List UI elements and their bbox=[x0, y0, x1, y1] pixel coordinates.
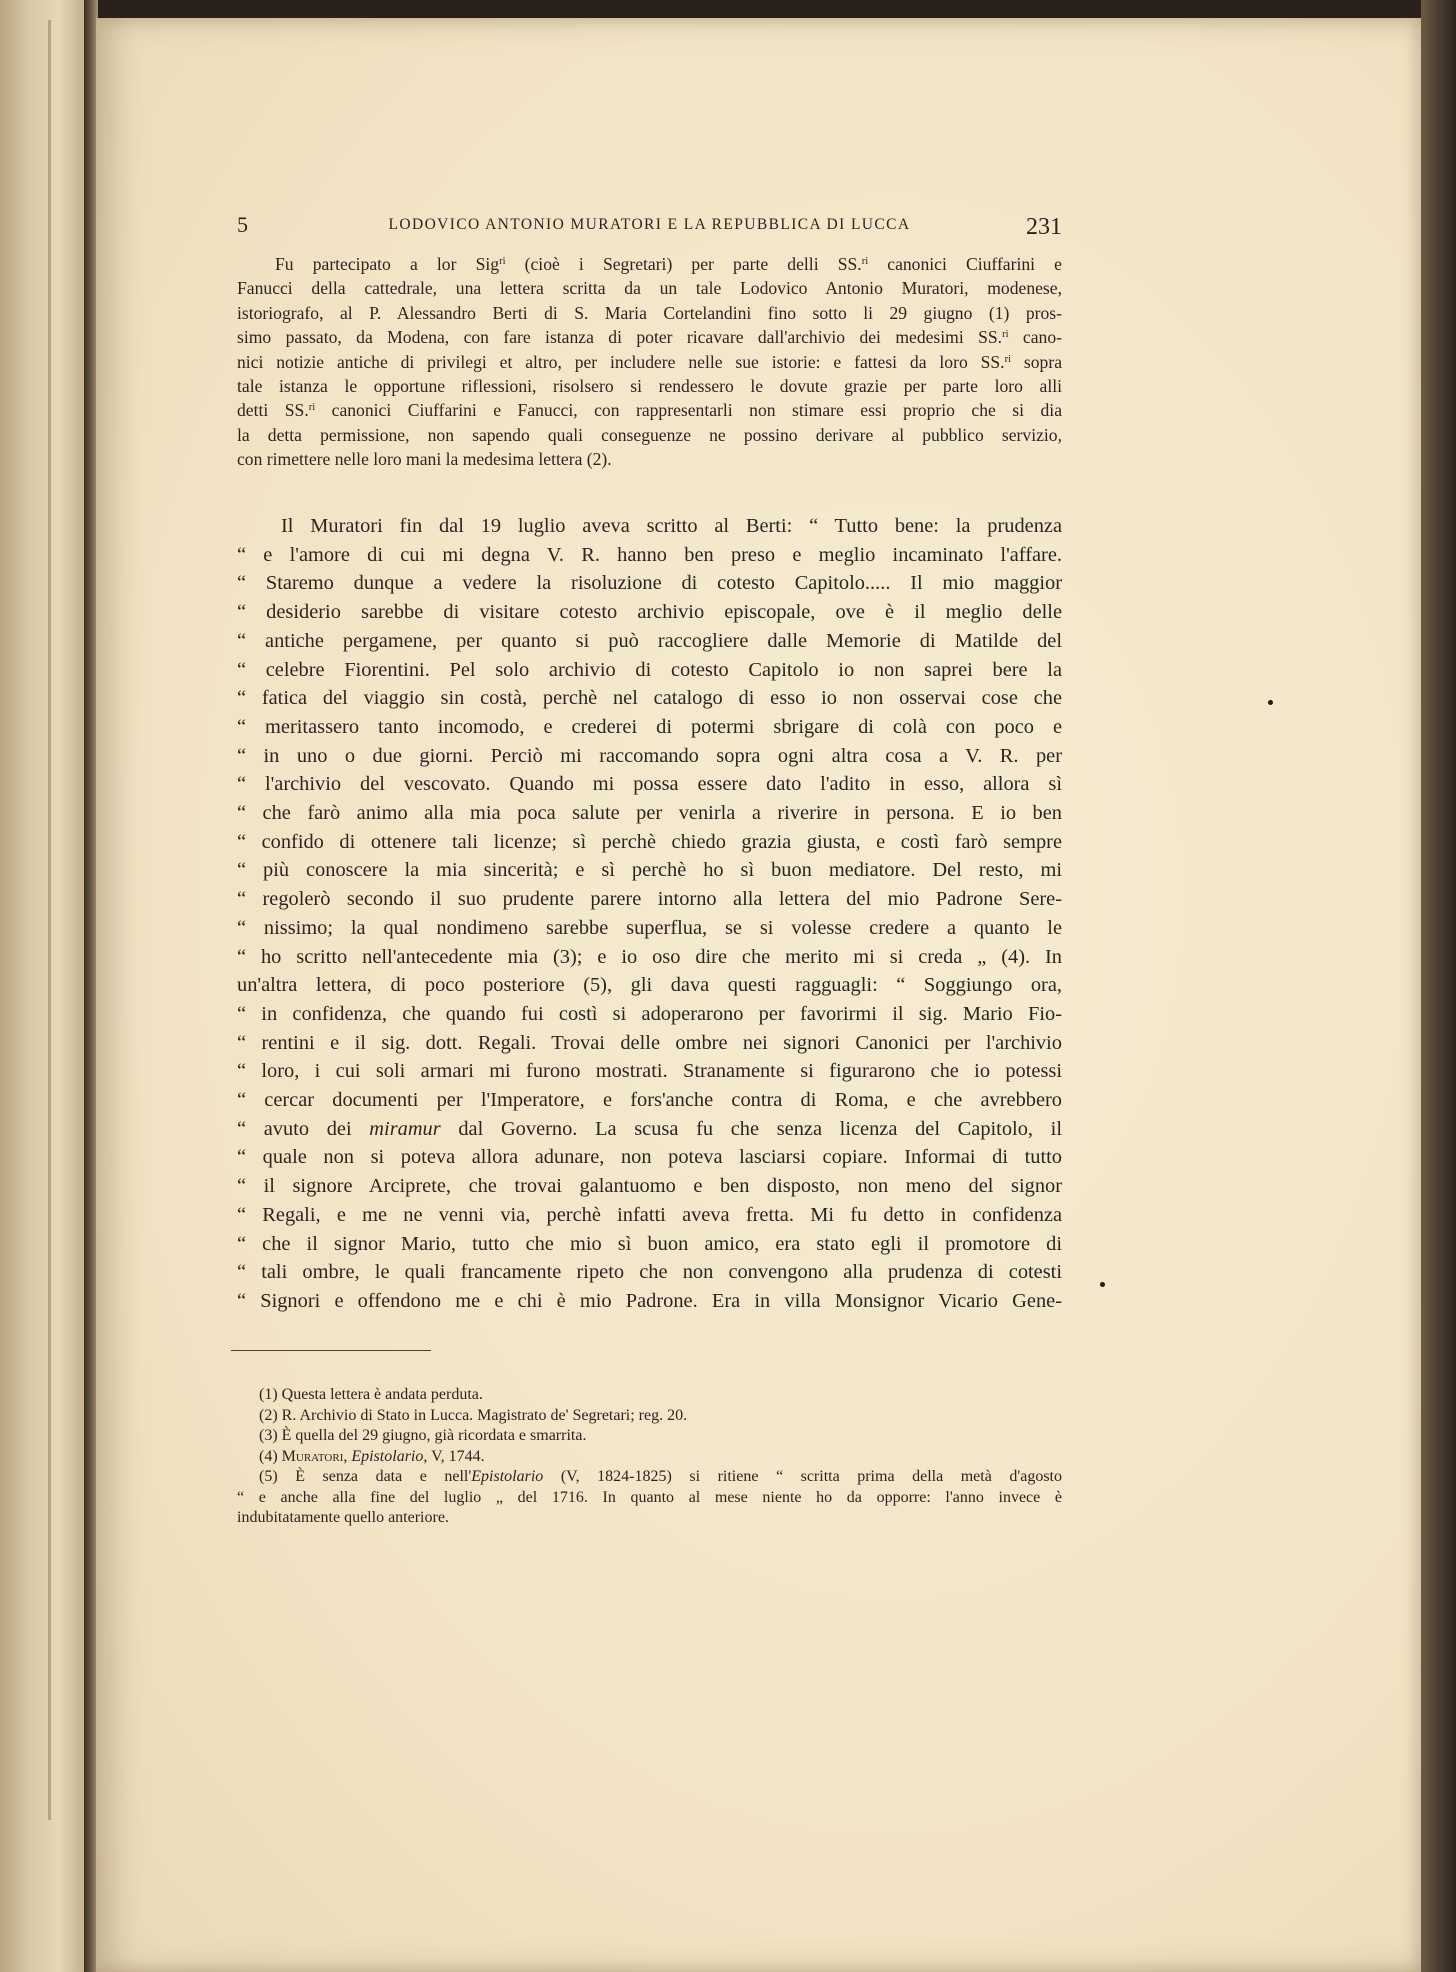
text-line: “ loro, i cui soli armari mi furono mostrati. Stranamente si figurarono che io potessi bbox=[237, 1060, 1062, 1083]
text-line: “ che farò animo alla mia poca salute per venirla a riverire in persona. E io ben bbox=[237, 802, 1062, 825]
footnote-5-end: indubitatamente quello anteriore. bbox=[237, 1509, 449, 1526]
text-line: istoriografo, al P. Alessandro Berti di S. Maria Cortelandini fino sotto li 29 giugno (1) pros- bbox=[237, 302, 1062, 323]
text-line: la detta permissione, non sapendo quali conseguenze ne possino derivare al pubblico servizio, bbox=[237, 424, 1062, 445]
text-line: “ fatica del viaggio sin costà, perchè nel catalogo di esso io non osservai cose che bbox=[237, 687, 1062, 710]
text-line: “ Regali, e me ne venni via, perchè infatti aveva fretta. Mi fu detto in confidenza bbox=[237, 1203, 1062, 1226]
footnote-5-continued: “ e anche alla fine del luglio „ del 1716. In quanto al mese niente ho da opporre: l'anno invece è bbox=[237, 1488, 1062, 1506]
text-line: un'altra lettera, di poco posteriore (5), gli dava questi ragguagli: “ Soggiungo ora, bbox=[237, 974, 1062, 997]
text-line: “ rentini e il sig. dott. Regali. Trovai delle ombre nei signori Canonici per l'archivio bbox=[237, 1031, 1062, 1054]
text-line: “ desiderio sarebbe di visitare cotesto archivio episcopale, ove è il meglio delle bbox=[237, 601, 1062, 624]
footnote-1: (1) Questa lettera è andata perduta. bbox=[259, 1386, 483, 1403]
text-line: “ avuto dei miramur dal Governo. La scusa fu che senza licenza del Capitolo, il bbox=[237, 1117, 1062, 1140]
ink-speck bbox=[1268, 700, 1273, 705]
text-line: Il Muratori fin dal 19 luglio aveva scritto al Berti: “ Tutto bene: la prudenza bbox=[281, 515, 1062, 537]
text-line: “ Signori e offendono me e chi è mio Padrone. Era in villa Monsignor Vicario Gene- bbox=[237, 1289, 1062, 1312]
text-line: “ tali ombre, le quali francamente ripeto che non convengono alla prudenza di cotesti bbox=[237, 1261, 1062, 1284]
text-line: “ ho scritto nell'antecedente mia (3); e io oso dire che merito mi si creda „ (4). In bbox=[237, 945, 1062, 968]
footnote-4: (4) Muratori, Epistolario, V, 1744. bbox=[259, 1447, 485, 1465]
page-number: 231 bbox=[1026, 214, 1062, 240]
text-line: “ cercar documenti per l'Imperatore, e fors'anche contra di Roma, e che avrebbero bbox=[237, 1089, 1062, 1112]
previous-page-edge bbox=[0, 0, 84, 1972]
previous-page-fold bbox=[48, 20, 51, 1820]
footnotes bbox=[237, 1385, 1062, 1529]
paragraph-muratori-letters bbox=[237, 512, 1062, 1316]
text-line: “ nissimo; la qual nondimeno sarebbe superflua, se si volesse credere a quanto le bbox=[237, 916, 1062, 939]
running-title: LODOVICO ANTONIO MURATORI E LA REPUBBLICA DI LUCCA bbox=[388, 216, 911, 233]
text-line: Fanucci della cattedrale, una lettera scritta da un tale Lodovico Antonio Muratori, modenese, bbox=[237, 278, 1062, 299]
chapter-number: 5 bbox=[237, 212, 248, 237]
text-line: tale istanza le opportune riflessioni, risolsero si rendessero le dovute grazie per parte loro alli bbox=[237, 376, 1062, 397]
text-line: “ antiche pergamene, per quanto si può raccogliere dalle Memorie di Matilde del bbox=[237, 629, 1062, 652]
text-line: “ in confidenza, che quando fui costì si adoperarono per favorirmi il sig. Mario Fio- bbox=[237, 1002, 1062, 1025]
footnote-separator bbox=[231, 1350, 431, 1351]
text-line: “ Staremo dunque a vedere la risoluzione di cotesto Capitolo..... Il mio maggior bbox=[237, 572, 1062, 595]
text-line: “ l'archivio del vescovato. Quando mi possa essere dato l'adito in esso, allora sì bbox=[237, 773, 1062, 796]
text-line: “ regolerò secondo il suo prudente parere intorno alla lettera del mio Padrone Sere- bbox=[237, 888, 1062, 911]
text-line: “ più conoscere la mia sincerità; e sì perchè ho sì buon mediatore. Del resto, mi bbox=[237, 859, 1062, 882]
paragraph-archival-record bbox=[237, 252, 1062, 472]
text-line: “ il signore Arciprete, che trovai galantuomo e ben disposto, non meno del signor bbox=[237, 1175, 1062, 1198]
text-line: Fu partecipato a lor Sig$^{ri}$ (cioè i Segretari) per parte delli SS.$^{ri}$ canonici Ciuffarini e bbox=[275, 254, 1062, 274]
text-line: detti SS.$^{ri}$ canonici Ciuffarini e Fanucci, con rappresentarli non stimare essi proprio che si dia bbox=[237, 400, 1062, 421]
page-header bbox=[237, 212, 1062, 242]
footnote-5: (5) È senza data e nell'Epistolario (V, 1824-1825) si ritiene “ scritta prima della metà d'agosto bbox=[259, 1468, 1063, 1485]
ink-speck bbox=[1100, 1282, 1105, 1287]
text-line: “ meritassero tanto incomodo, e crederei di potermi sbrigare di colà con poco e bbox=[237, 715, 1062, 738]
text-line: “ in uno o due giorni. Perciò mi raccomando sopra ogni altra cosa a V. R. per bbox=[237, 744, 1062, 767]
text-line: “ quale non si poteva allora adunare, non poteva lasciarsi copiare. Informai di tutto bbox=[237, 1146, 1062, 1169]
footnote-3: (3) È quella del 29 giugno, già ricordata e smarrita. bbox=[259, 1427, 587, 1444]
text-line: “ e l'amore di cui mi degna V. R. hanno ben preso e meglio incaminato l'affare. bbox=[237, 543, 1062, 566]
text-line: “ confido di ottenere tali licenze; sì perchè chiedo grazia giusta, e costì farò sempre bbox=[237, 830, 1062, 853]
text-line: nici notizie antiche di privilegi et altro, per includere nelle sue istorie: e fattesi da loro SS.$^{ri}$ sopra bbox=[237, 351, 1062, 372]
text-line: simo passato, da Modena, con fare istanza di poter ricavare dall'archivio dei medesimi SS.$^{ri}$ cano- bbox=[237, 327, 1062, 348]
text-line: “ che il signor Mario, tutto che mio sì buon amico, era stato egli il promotore di bbox=[237, 1232, 1062, 1255]
footnote-2: (2) R. Archivio di Stato in Lucca. Magistrato de' Segretari; reg. 20. bbox=[259, 1406, 688, 1424]
page-outer-edge bbox=[1421, 0, 1456, 1972]
text-line: “ celebre Fiorentini. Pel solo archivio di cotesto Capitolo io non saprei bere la bbox=[237, 658, 1062, 681]
text-line: con rimettere nelle loro mani la medesima lettera (2). bbox=[237, 449, 612, 470]
